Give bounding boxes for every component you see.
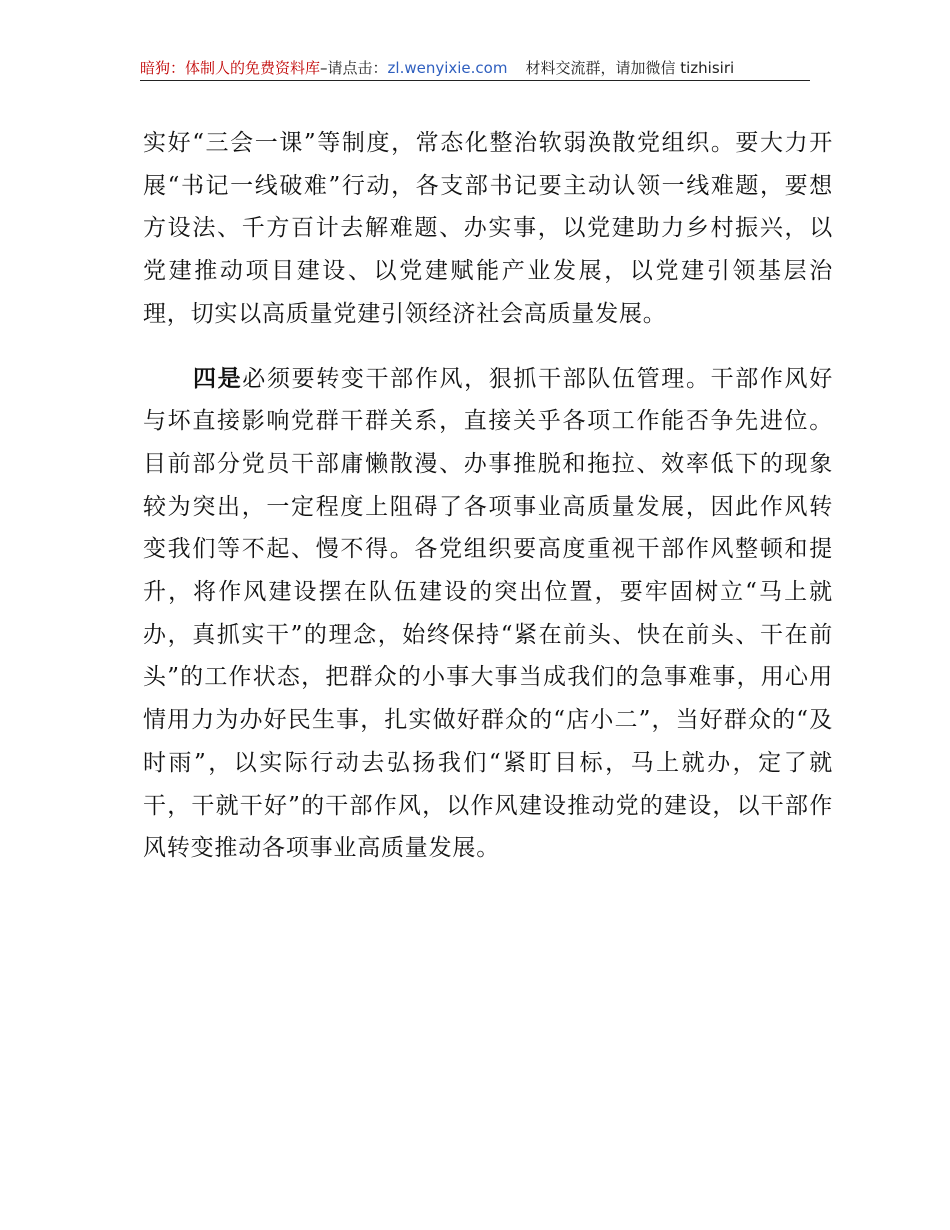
document-body <box>143 122 833 870</box>
header-contact: 材料交流群，请加微信 tizhisiri <box>525 59 735 77</box>
header-url-link[interactable]: zl.wenyixie.com <box>387 59 508 77</box>
paragraph-2-lead: 四是 <box>193 365 243 392</box>
paragraph-2 <box>143 358 833 870</box>
paragraph-1: 实好“三会一课”等制度，常态化整治软弱涣散党组织。要大力开展“书记一线破难”行动，各支部书记要主动认领一线难题，要想方设法、千方百计去解难题、办实事，以党建助力乡村振兴，以党建推动项目建设、以党建赋能产业发展，以党建引领基层治理，切实以高质量党建引领经济社会高质量发展。 <box>143 130 833 327</box>
header-brand: 暗狗：体制人的免费资料库 <box>140 59 321 77</box>
header-prompt: –请点击： <box>320 59 388 77</box>
page-header <box>140 58 810 81</box>
paragraph-2-text: 必须要转变干部作风，狠抓干部队伍管理。干部作风好与坏直接影响党群干群关系，直接关乎各项工作能否争先进位。目前部分党员干部庸懒散漫、办事推脱和拖拉、效率低下的现象较为突出，一定程度上阻碍了各项事业高质量发展，因此作风转变我们等不起、慢不得。各党组织要高度重视干部作风整顿和提升，将作风建设摆在队伍建设的突出位置，要牢固树立“马上就办，真抓实干”的理念，始终保持“紧在前头、快在前头、干在前头”的工作状态，把群众的小事大事当成我们的急事难事，用心用情用力为办好民生事，扎实做好群众的“店小二”，当好群众的“及时雨”，以实际行动去弘扬我们“紧盯目标，马上就办，定了就干，干就干好”的干部作风，以作风建设推动党的建设，以干部作风转变推动各项事业高质量发展。 <box>143 365 833 862</box>
